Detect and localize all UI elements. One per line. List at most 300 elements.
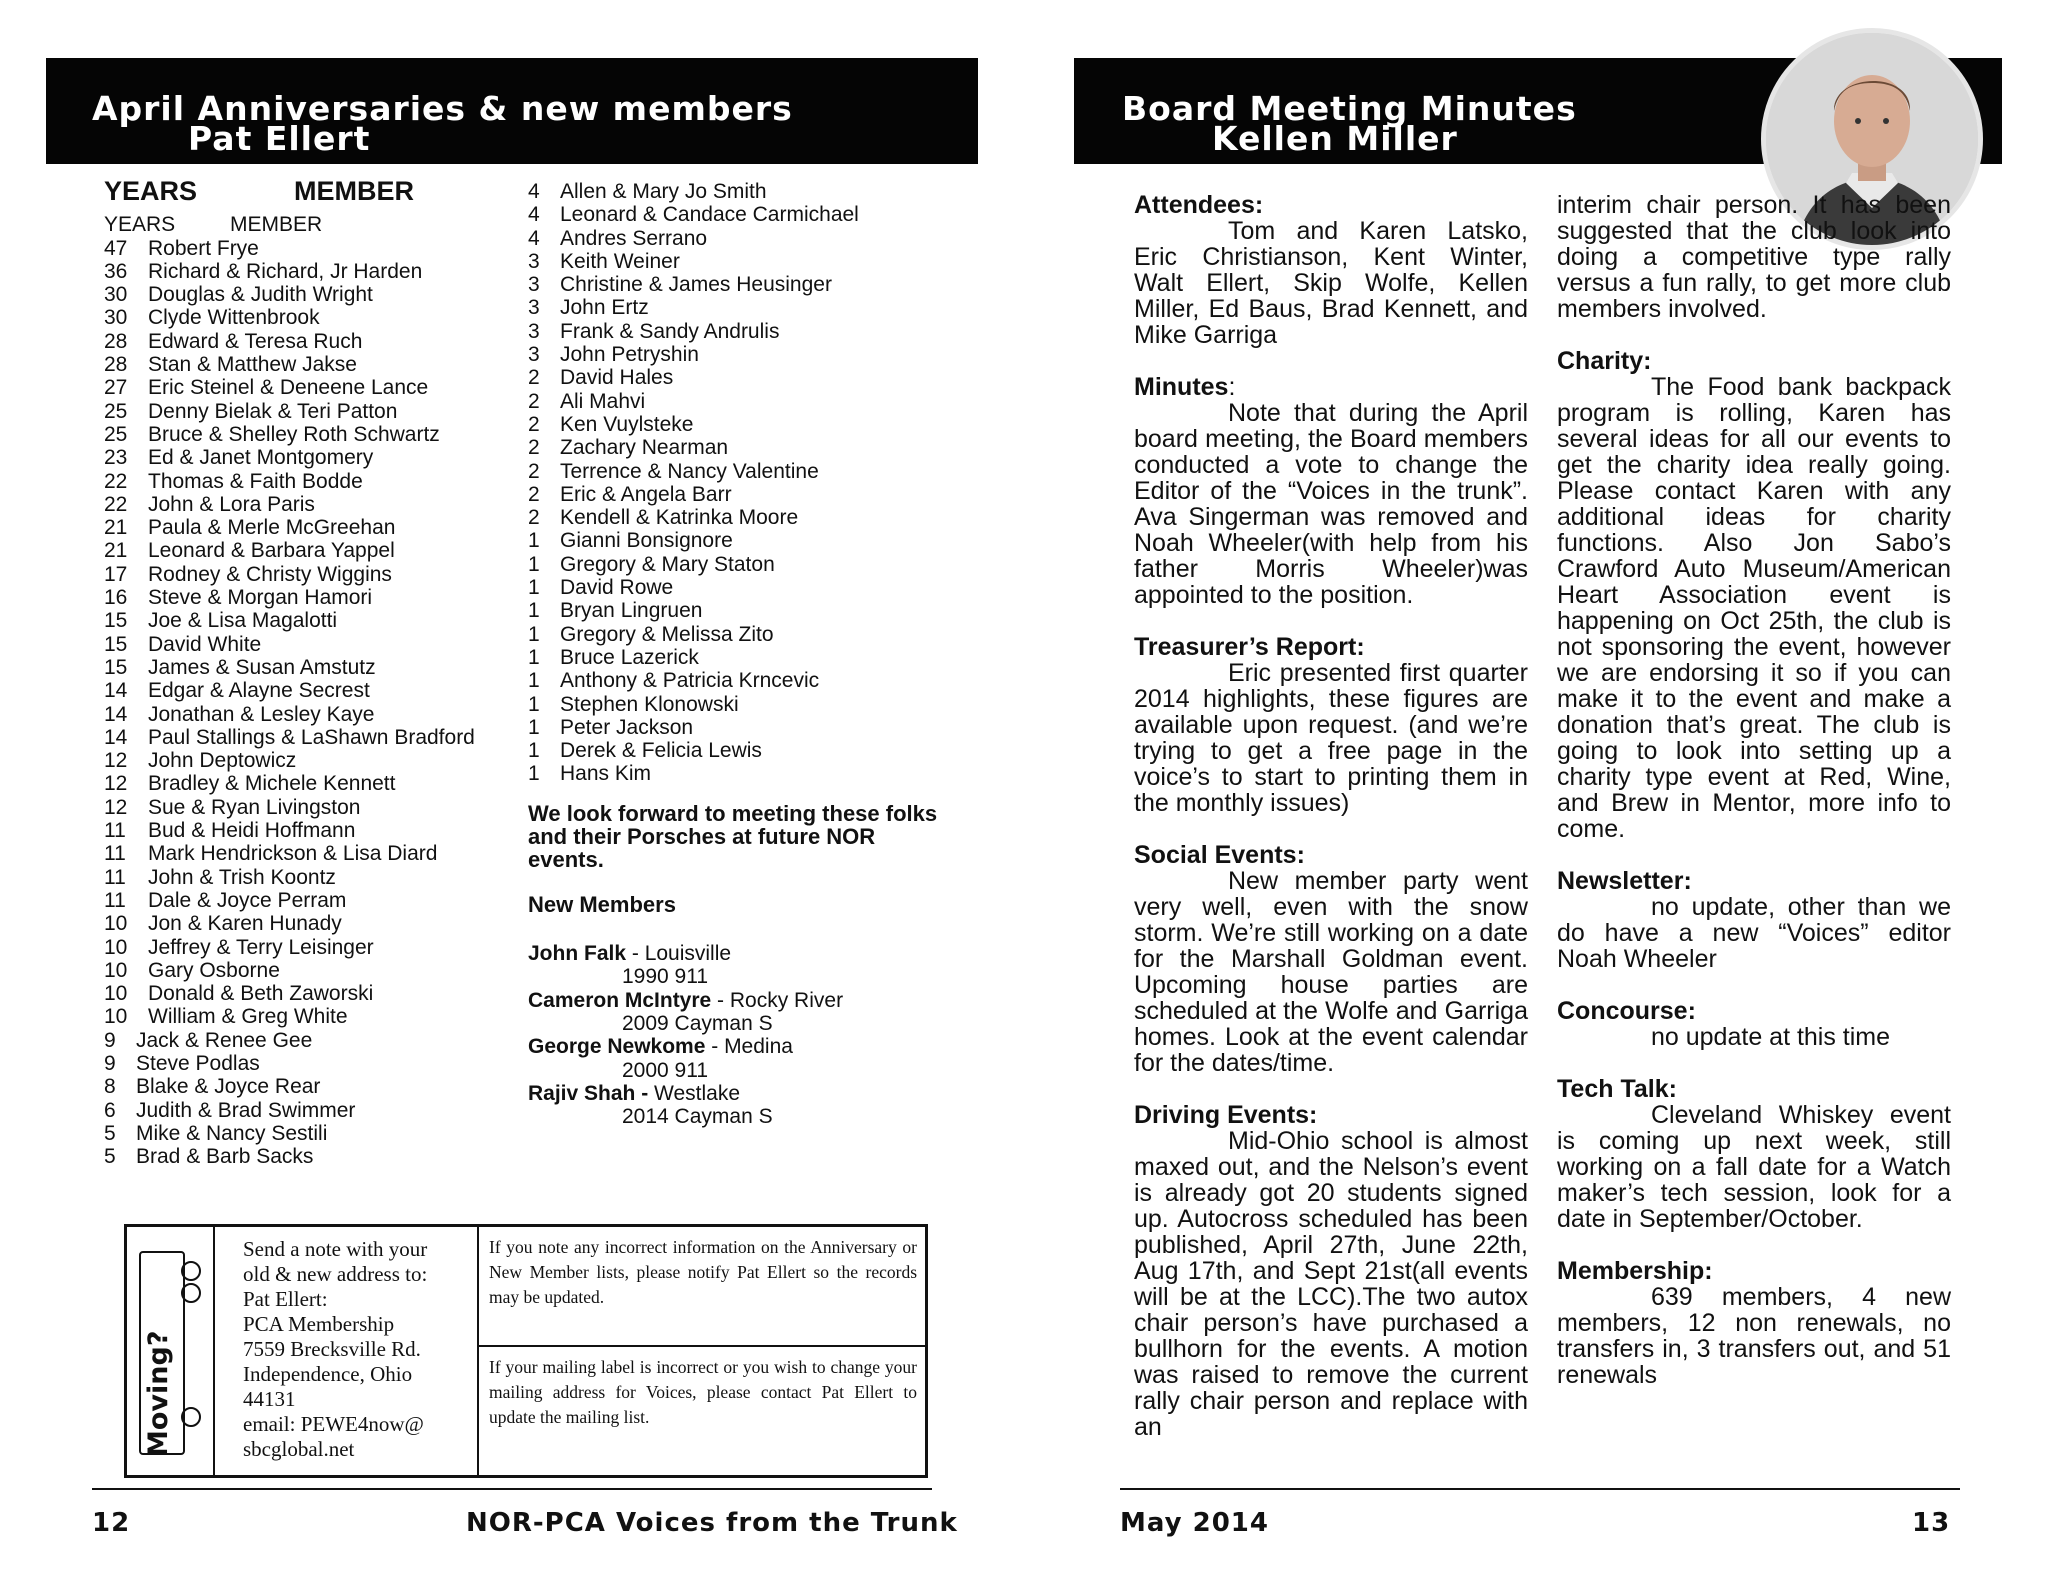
section-title (1134, 374, 1528, 400)
section-title (1557, 868, 1951, 894)
member-name: John Deptowicz (148, 749, 297, 773)
section-body (1134, 660, 1528, 816)
member-row (104, 1122, 504, 1145)
section-title (1134, 1102, 1528, 1128)
member-row (528, 693, 948, 716)
member-years: 3 (528, 249, 540, 273)
section-body-text: Mid-Ohio school is almost maxed out, and the Nelson’s event is already got 20 students signed up. Autocross scheduled has been published, April 27th, June 22th, Aug 17th, and Sept 21st(all events will be at the LCC).The two autox chair person’s have purchased a bullhorn for the events. A motion was raised to remove the current rally chair person and replace with an (1134, 1127, 1528, 1441)
new-member-location: - Rocky River (711, 988, 844, 1012)
new-member-car: 2009 Cayman S (622, 1011, 773, 1035)
member-row (104, 982, 504, 1005)
footer-rule (1120, 1488, 1960, 1490)
section-body (1134, 868, 1528, 1076)
publication-title: NOR-PCA Voices from the Trunk (466, 1508, 958, 1538)
years-subheader: YEARS (104, 213, 176, 237)
member-name: Gianni Bonsignore (560, 529, 733, 553)
member-years: 11 (104, 819, 126, 843)
member-row (528, 506, 948, 529)
member-header: MEMBER (294, 176, 414, 206)
member-years: 2 (528, 412, 540, 436)
member-row (528, 553, 948, 576)
section-title (1557, 1258, 1951, 1284)
member-row (528, 762, 948, 785)
member-name: David Hales (560, 366, 674, 390)
member-row (528, 366, 948, 389)
member-name: Donald & Beth Zaworski (148, 982, 374, 1006)
member-row (104, 772, 504, 795)
truck-wheel-icon (181, 1261, 201, 1281)
right-page-number: 13 (1912, 1508, 1951, 1538)
member-row (104, 1052, 504, 1075)
member-row (528, 739, 948, 762)
membership-address (243, 1237, 473, 1462)
member-row (528, 716, 948, 739)
minutes-section (1134, 192, 1528, 348)
member-name: Derek & Felicia Lewis (560, 739, 762, 763)
section-body (1557, 1102, 1951, 1232)
member-years: 1 (528, 622, 540, 646)
member-name: Mike & Nancy Sestili (136, 1121, 328, 1145)
anniversaries-column-2 (528, 180, 948, 1128)
new-member-entry (528, 989, 948, 1012)
member-row (104, 749, 504, 772)
member-row (528, 320, 948, 343)
member-years: 1 (528, 715, 540, 739)
member-row (104, 260, 504, 283)
minutes-section (1557, 348, 1951, 842)
moving-notice-box (124, 1224, 928, 1478)
member-name: Paula & Merle McGreehan (148, 516, 396, 540)
member-name: John & Lora Paris (148, 492, 315, 516)
section-title (1557, 998, 1951, 1024)
member-name: Bruce Lazerick (560, 645, 699, 669)
section-body (1557, 1284, 1951, 1388)
member-years: 5 (104, 1145, 116, 1169)
member-name: Stan & Matthew Jakse (148, 353, 357, 377)
member-years: 22 (104, 492, 128, 516)
member-years: 25 (104, 399, 128, 423)
member-name: Allen & Mary Jo Smith (560, 180, 767, 203)
member-name: James & Susan Amstutz (148, 655, 376, 679)
member-name: Anthony & Patricia Krncevic (560, 669, 820, 693)
member-name: Terrence & Nancy Valentine (560, 459, 819, 483)
address-line: PCA Membership (243, 1312, 395, 1336)
member-years: 21 (104, 539, 128, 563)
minutes-section (1134, 1102, 1528, 1440)
anniversaries-subheader (104, 213, 504, 236)
section-title-text: Attendees: (1134, 191, 1264, 219)
member-row (528, 390, 948, 413)
member-row (528, 343, 948, 366)
member-name: Zachary Nearman (560, 436, 729, 460)
new-member-location: Westlake (654, 1081, 741, 1105)
new-member-car: 1990 911 (622, 965, 709, 989)
continued-paragraph: interim chair person. It has been suggested that the club look into doing a competitive type rally versus a fun rally, to get more club members involved. (1557, 191, 1951, 323)
member-years: 15 (104, 632, 128, 656)
member-years: 36 (104, 259, 128, 283)
member-row (104, 1145, 504, 1168)
address-line: 44131 (243, 1387, 296, 1411)
closing-note: We look forward to meeting these folks and their Porsches at future NOR events. (528, 800, 938, 872)
member-name: John & Trish Koontz (148, 865, 336, 889)
member-row (104, 912, 504, 935)
right-page (1024, 0, 2048, 1582)
member-row (528, 296, 948, 319)
member-years: 47 (104, 236, 128, 260)
member-row (104, 796, 504, 819)
section-title-text: Concourse: (1557, 997, 1696, 1025)
member-row (104, 609, 504, 632)
anniversaries-column-header (104, 176, 504, 206)
member-name: John Ertz (560, 296, 649, 320)
minutes-section (1557, 868, 1951, 972)
section-body-text: no update, other than we do have a new “Voices” editor Noah Wheeler (1557, 893, 1951, 973)
member-name: Ed & Janet Montgomery (148, 446, 374, 470)
member-years: 14 (104, 679, 128, 703)
member-name: Frank & Sandy Andrulis (560, 319, 780, 343)
member-row (528, 227, 948, 250)
member-name: Bud & Heidi Hoffmann (148, 819, 356, 843)
member-years: 3 (528, 273, 540, 297)
member-years: 11 (104, 865, 126, 889)
member-years: 28 (104, 353, 128, 377)
minutes-section (1557, 998, 1951, 1050)
section-title-suffix: : (1228, 373, 1236, 401)
member-row (104, 376, 504, 399)
member-years: 10 (104, 912, 128, 936)
member-row (528, 483, 948, 506)
address-line: 7559 Brecksville Rd. (243, 1337, 421, 1361)
section-body-text: no update at this time (1651, 1023, 1891, 1051)
new-members-title: New Members (528, 891, 676, 917)
new-member-name: George Newkome (528, 1035, 706, 1059)
minutes-section (1134, 374, 1528, 608)
member-name: Edgar & Alayne Secrest (148, 679, 370, 703)
member-row (104, 353, 504, 376)
member-name: Blake & Joyce Rear (136, 1075, 321, 1099)
member-name: Richard & Richard, Jr Harden (148, 259, 423, 283)
section-title-text: Charity: (1557, 347, 1652, 375)
member-years: 25 (104, 422, 128, 446)
member-years: 10 (104, 1005, 128, 1029)
member-name: Dale & Joyce Perram (148, 888, 347, 912)
section-body (1134, 218, 1528, 348)
section-title (1134, 192, 1528, 218)
member-row (104, 679, 504, 702)
new-member-name: Cameron McIntyre (528, 988, 712, 1012)
member-years: 9 (104, 1028, 116, 1052)
member-years: 15 (104, 609, 128, 633)
member-name: Christine & James Heusinger (560, 273, 832, 297)
minutes-section (1557, 1258, 1951, 1388)
member-name: Jon & Karen Hunady (148, 912, 342, 936)
member-name: Brad & Barb Sacks (136, 1145, 314, 1169)
member-years: 2 (528, 506, 540, 530)
member-name: Sue & Ryan Livingston (148, 795, 361, 819)
section-title-text: Newsletter: (1557, 867, 1692, 895)
member-years: 2 (528, 436, 540, 460)
member-row (528, 250, 948, 273)
new-member-name: Rajiv Shah - (528, 1081, 655, 1105)
member-years: 1 (528, 529, 540, 553)
member-row (528, 413, 948, 436)
right-header-author: Kellen Miller (1212, 119, 1458, 158)
member-years: 30 (104, 306, 128, 330)
notice-column (477, 1227, 927, 1475)
member-years: 23 (104, 446, 128, 470)
member-row (104, 493, 504, 516)
member-years: 3 (528, 319, 540, 343)
address-line: sbcglobal.net (243, 1437, 355, 1461)
section-title (1557, 1076, 1951, 1102)
member-name: Mark Hendrickson & Lisa Diard (148, 842, 438, 866)
section-body (1134, 400, 1528, 608)
member-name: Leonard & Candace Carmichael (560, 203, 859, 227)
member-row (104, 237, 504, 260)
member-name: Ali Mahvi (560, 389, 646, 413)
member-years: 2 (528, 389, 540, 413)
member-years: 10 (104, 982, 128, 1006)
member-name: Andres Serrano (560, 226, 708, 250)
address-line: Send a note with your (243, 1237, 428, 1261)
member-row (104, 936, 504, 959)
minutes-column-2-sections (1557, 348, 1951, 1388)
member-years: 5 (104, 1121, 116, 1145)
member-name: Thomas & Faith Bodde (148, 469, 363, 493)
member-years: 11 (104, 888, 126, 912)
member-name: Eric Steinel & Deneene Lance (148, 376, 429, 400)
member-row (104, 470, 504, 493)
member-row (104, 889, 504, 912)
member-name: Stephen Klonowski (560, 692, 739, 716)
member-row (528, 203, 948, 226)
member-years: 9 (104, 1051, 116, 1075)
member-row (104, 726, 504, 749)
section-title (1134, 842, 1528, 868)
member-name: Gregory & Melissa Zito (560, 622, 774, 646)
new-member-location: - Medina (705, 1035, 793, 1059)
member-years: 12 (104, 749, 128, 773)
member-years: 2 (528, 459, 540, 483)
member-name: Steve & Morgan Hamori (148, 586, 373, 610)
member-row (104, 959, 504, 982)
member-row (528, 180, 948, 203)
member-years: 8 (104, 1075, 116, 1099)
truck-wheel-icon (181, 1407, 201, 1427)
member-years: 10 (104, 935, 128, 959)
anniversaries-list-2 (528, 180, 948, 786)
section-title-text: Treasurer’s Report: (1134, 633, 1365, 661)
member-subheader: MEMBER (230, 213, 323, 237)
section-title-text: Minutes (1134, 373, 1229, 401)
section-body-text: New member party went very well, even with the snow storm. We’re still working on a date for the Marshall Goldman event. Upcoming house parties are scheduled at the Wolfe and Garriga homes. Look at the event calendar for the dates/time. (1134, 867, 1528, 1077)
member-row (104, 423, 504, 446)
member-years: 12 (104, 772, 128, 796)
member-row (104, 1029, 504, 1052)
member-years: 17 (104, 562, 128, 586)
mailing-label-note: If your mailing label is incorrect or you wish to change your mailing address for Voices, please contact Pat Ellert to update the mailing list. (489, 1357, 917, 1427)
member-name: Steve Podlas (136, 1051, 260, 1075)
member-name: Kendell & Katrinka Moore (560, 506, 799, 530)
member-row (528, 576, 948, 599)
member-years: 3 (528, 296, 540, 320)
new-member-entry (528, 1082, 948, 1105)
member-name: Clyde Wittenbrook (148, 306, 320, 330)
moving-label: Moving? (143, 1330, 174, 1457)
member-row (104, 656, 504, 679)
minutes-column-2 (1557, 192, 1951, 1414)
minutes-section (1557, 1076, 1951, 1232)
member-years: 1 (528, 552, 540, 576)
new-member-car: 2000 911 (622, 1058, 709, 1082)
member-years: 27 (104, 376, 128, 400)
member-years: 1 (528, 576, 540, 600)
member-name: Judith & Brad Swimmer (136, 1098, 356, 1122)
section-body-text: Eric presented first quarter 2014 highlights, these figures are available upon request. (and we’re trying to get a free page in the voice’s to start to printing them in the monthly issues) (1134, 659, 1528, 817)
member-row (104, 866, 504, 889)
member-years: 11 (104, 842, 126, 866)
minutes-column-1 (1134, 192, 1528, 1466)
truck-wheel-icon (181, 1283, 201, 1303)
issue-date: May 2014 (1120, 1508, 1269, 1538)
section-title (1134, 634, 1528, 660)
member-name: Gary Osborne (148, 958, 280, 982)
anniversaries-list-1 (104, 237, 504, 1169)
new-member-entry (528, 942, 948, 965)
member-name: Bradley & Michele Kennett (148, 772, 396, 796)
member-row (104, 563, 504, 586)
member-name: Jeffrey & Terry Leisinger (148, 935, 374, 959)
section-body (1134, 1128, 1528, 1440)
member-name: Leonard & Barbara Yappel (148, 539, 395, 563)
member-row (104, 446, 504, 469)
section-title-text: Membership: (1557, 1257, 1713, 1285)
member-name: Hans Kim (560, 762, 652, 786)
section-body (1557, 1024, 1951, 1050)
member-years: 4 (528, 226, 540, 250)
member-years: 15 (104, 655, 128, 679)
member-row (528, 646, 948, 669)
new-member-car: 2014 Cayman S (622, 1105, 773, 1129)
footer-rule (92, 1488, 932, 1490)
right-header-title: Board Meeting Minutes (1122, 89, 1577, 128)
years-header: YEARS (104, 176, 198, 206)
new-members-list (528, 942, 948, 1128)
member-years: 2 (528, 366, 540, 390)
minutes-section (1134, 842, 1528, 1076)
member-row (528, 529, 948, 552)
section-body (1557, 894, 1951, 972)
member-name: Keith Weiner (560, 249, 680, 273)
member-years: 4 (528, 180, 540, 203)
member-name: David White (148, 632, 262, 656)
member-row (528, 669, 948, 692)
member-years: 10 (104, 958, 128, 982)
section-title-text: Social Events: (1134, 841, 1305, 869)
member-years: 3 (528, 343, 540, 367)
member-years: 1 (528, 739, 540, 763)
member-name: Bruce & Shelley Roth Schwartz (148, 422, 440, 446)
member-row (528, 623, 948, 646)
member-row (104, 819, 504, 842)
section-body (1557, 374, 1951, 842)
member-name: Gregory & Mary Staton (560, 552, 775, 576)
member-name: Denny Bielak & Teri Patton (148, 399, 398, 423)
section-title-text: Driving Events: (1134, 1101, 1318, 1129)
member-years: 12 (104, 795, 128, 819)
address-line: email: PEWE4now@ (243, 1412, 424, 1436)
minutes-section (1134, 634, 1528, 816)
member-name: Peter Jackson (560, 715, 694, 739)
member-row (104, 1099, 504, 1122)
member-row (528, 436, 948, 459)
address-line: Pat Ellert: (243, 1287, 328, 1311)
member-name: Eric & Angela Barr (560, 482, 732, 506)
left-header-title: April Anniversaries & new members (92, 89, 793, 128)
member-name: Edward & Teresa Ruch (148, 329, 363, 353)
member-years: 21 (104, 516, 128, 540)
left-header-bar (46, 58, 978, 164)
member-name: Joe & Lisa Magalotti (148, 609, 338, 633)
section-body-text: Tom and Karen Latsko, Eric Christianson, Kent Winter, Walt Ellert, Skip Wolfe, Kellen Miller, Ed Baus, Brad Kennett, and Mike Garriga (1134, 217, 1528, 349)
member-row (104, 842, 504, 865)
member-name: Robert Frye (148, 236, 259, 260)
member-name: John Petryshin (560, 343, 699, 367)
address-line: Independence, Ohio (243, 1362, 413, 1386)
member-row (104, 516, 504, 539)
member-years: 2 (528, 482, 540, 506)
member-row (104, 400, 504, 423)
member-years: 1 (528, 599, 540, 623)
member-name: Paul Stallings & LaShawn Bradford (148, 725, 475, 749)
member-row (104, 586, 504, 609)
member-name: Ken Vuylsteke (560, 412, 694, 436)
moving-truck-icon (127, 1227, 215, 1475)
member-years: 1 (528, 669, 540, 693)
member-row (104, 703, 504, 726)
new-member-entry (528, 1035, 948, 1058)
section-body-text: 639 members, 4 new members, 12 non renewals, no transfers in, 3 transfers out, and 51 renewals (1557, 1283, 1951, 1389)
member-name: Douglas & Judith Wright (148, 283, 373, 307)
left-page-number: 12 (92, 1508, 131, 1538)
member-name: Jack & Renee Gee (136, 1028, 313, 1052)
left-header-author: Pat Ellert (188, 119, 371, 158)
member-years: 28 (104, 329, 128, 353)
section-body-text: Note that during the April board meeting, the Board members conducted a vote to change the Editor of the “Voices in the trunk”. Ava Singerman was removed and Noah Wheeler(with help from his father Morris Wheeler)was appointed to the position. (1134, 399, 1528, 609)
member-years: 4 (528, 203, 540, 227)
new-member-location: - Louisville (626, 942, 732, 966)
member-row (104, 633, 504, 656)
member-row (104, 283, 504, 306)
member-name: Bryan Lingruen (560, 599, 703, 623)
section-body-text: The Food bank backpack program is rolling, Karen has several ideas for all our events to get the charity idea really going. Please contact Karen with any additional ideas for charity functions. Also Jon Sabo’s Crawford Auto Museum/American Heart Association event is happening on Oct 25th, the club is not sponsoring the event, however we are endorsing it so if you can make it to the event and make a donation that’s great. The club is going to look into setting up a charity type event at Red, Wine, and Brew in Mentor, more info to come. (1557, 373, 1951, 843)
member-row (104, 539, 504, 562)
member-years: 1 (528, 692, 540, 716)
member-row (104, 306, 504, 329)
new-member-name: John Falk (528, 942, 627, 966)
member-row (528, 599, 948, 622)
member-years: 1 (528, 645, 540, 669)
member-name: William & Greg White (148, 1005, 348, 1029)
member-years: 14 (104, 725, 128, 749)
section-title (1557, 348, 1951, 374)
member-years: 14 (104, 702, 128, 726)
anniversaries-column-1 (104, 176, 504, 1169)
member-years: 6 (104, 1098, 116, 1122)
member-years: 16 (104, 586, 128, 610)
member-row (528, 273, 948, 296)
member-years: 1 (528, 762, 540, 786)
